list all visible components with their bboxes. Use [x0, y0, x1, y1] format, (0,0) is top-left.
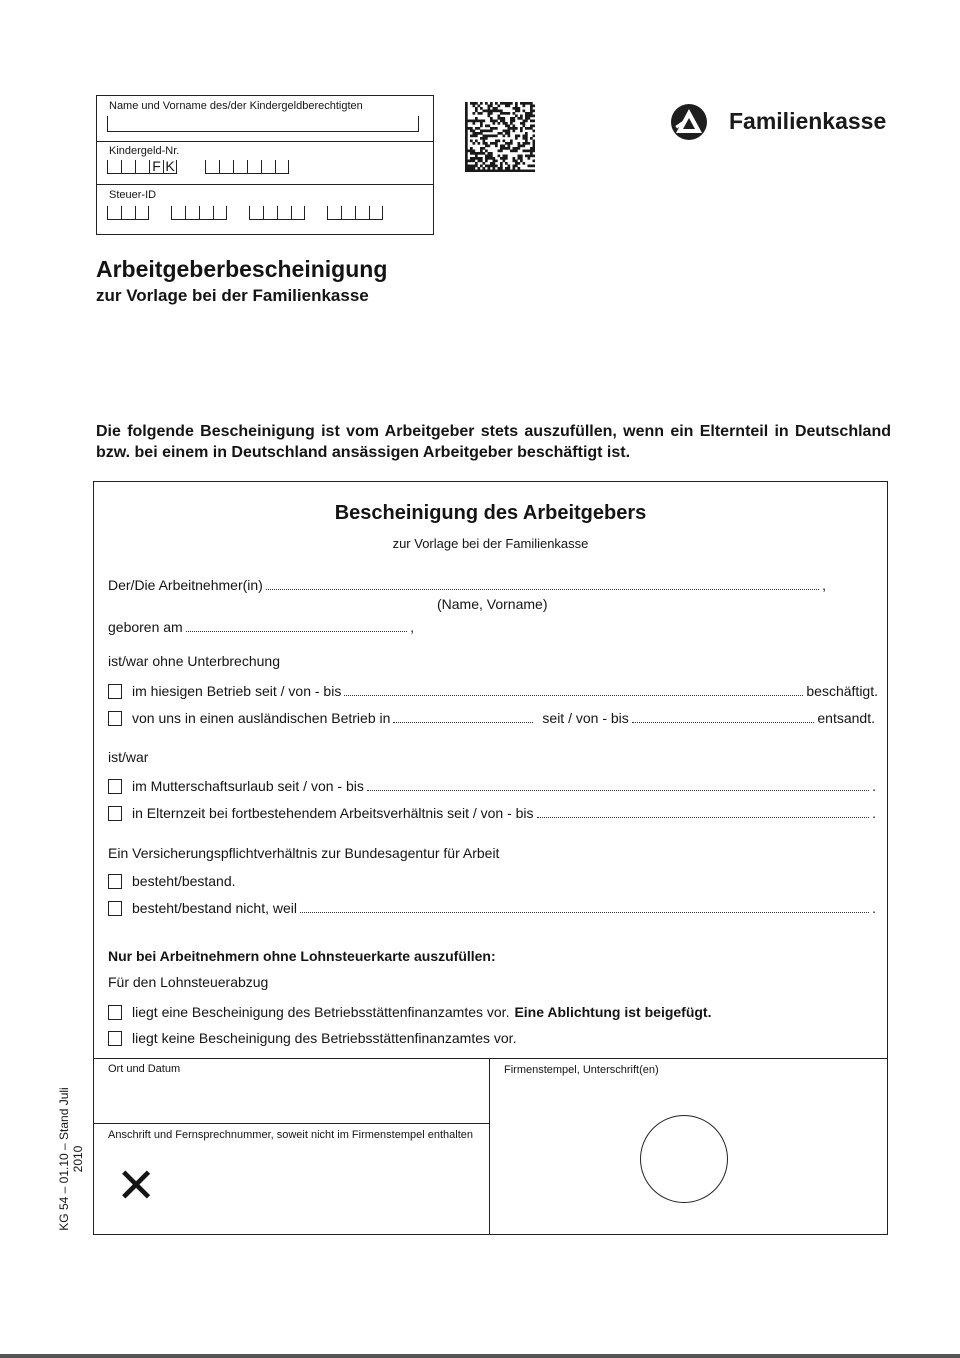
insurance-reason-field[interactable] [300, 912, 869, 913]
applicant-header-box [96, 95, 434, 235]
name-field[interactable] [107, 116, 419, 132]
form-code: KG 54 – 01.10 – Stand Juli 2010 [57, 1087, 85, 1231]
form-heading: Bescheinigung des Arbeitgebers [334, 502, 647, 524]
option-maternity-label: im Mutterschaftsurlaub seit / von - bis [132, 778, 364, 794]
born-label: geboren am [108, 619, 183, 635]
intro-text: Die folgende Bescheinigung ist vom Arbeitgeber stets auszufüllen, wenn ein Elternteil in Deutschland bzw. bei einem in Deutschland ansässigen Arbeitgeber beschäftigt ist. [96, 423, 891, 461]
employee-row: Der/Die Arbeitnehmer(in) , [108, 577, 826, 593]
uninterrupted-label: ist/war ohne Unterbrechung [108, 653, 280, 669]
familienkasse-logo [670, 103, 708, 141]
birth-row: geboren am , [108, 619, 414, 635]
tax-option2-checkbox[interactable] [108, 1031, 122, 1046]
tax-option2-label: liegt keine Bescheinigung des Betriebsstättenfinanzamtes vor. [132, 1030, 517, 1046]
address-divider [93, 1123, 489, 1124]
kindergeld-number-field[interactable] [107, 160, 289, 174]
page-title: Arbeitgeberbescheinigung [96, 256, 388, 282]
option-parental-checkbox[interactable] [108, 806, 122, 821]
tax-option2-row [108, 1030, 516, 1046]
option-maternity-period-field[interactable] [367, 790, 869, 791]
option-abroad-country-field[interactable] [393, 722, 533, 723]
option-parental-row: in Elternzeit bei fortbestehendem Arbeitsverhältnis seit / von - bis . [108, 805, 876, 821]
divider [97, 141, 433, 142]
insurance-no-row: besteht/bestand nicht, weil . [108, 900, 876, 916]
insurance-no-label: besteht/bestand nicht, weil [132, 900, 297, 916]
option-abroad-middle: seit / von - bis [542, 710, 629, 726]
insurance-yes-row [108, 873, 236, 889]
signature-cross-icon: ✕ [116, 1158, 157, 1214]
insurance-yes-label: besteht/bestand. [132, 873, 236, 889]
brand-name: Familienkasse [729, 108, 887, 134]
address-label: Anschrift und Fernsprechnummer, soweit nicht im Firmenstempel enthalten [108, 1129, 473, 1141]
name-label: Name und Vorname des/der Kindergeldberechtigten [109, 100, 363, 112]
divider [97, 184, 433, 185]
option-parental-period-field[interactable] [537, 817, 870, 818]
stamp-label: Firmenstempel, Unterschrift(en) [504, 1064, 659, 1076]
insurance-no-checkbox[interactable] [108, 901, 122, 916]
istwar-label: ist/war [108, 749, 149, 765]
insurance-label: Ein Versicherungspflichtverhältnis zur Bundesagentur für Arbeit [108, 845, 500, 861]
option-abroad-checkbox[interactable] [108, 711, 122, 726]
tax-option1-checkbox[interactable] [108, 1005, 122, 1020]
employee-label: Der/Die Arbeitnehmer(in) [108, 577, 263, 593]
fk-letter-k: K [163, 160, 177, 174]
signature-divider [93, 1058, 888, 1059]
birth-date-field[interactable] [186, 631, 407, 632]
option-abroad-suffix: entsandt. [817, 710, 875, 726]
signature-column-divider [489, 1058, 490, 1235]
steuer-id-label: Steuer-ID [109, 189, 157, 201]
option-abroad-label: von uns in einen ausländischen Betrieb in [132, 710, 391, 726]
fk-letter-f: F [149, 160, 163, 174]
option-local-period-field[interactable] [344, 695, 803, 696]
option-parental-label: in Elternzeit bei fortbestehendem Arbeitsverhältnis seit / von - bis [132, 805, 534, 821]
datamatrix-barcode [465, 102, 535, 172]
stamp-circle [640, 1115, 728, 1203]
option-local-checkbox[interactable] [108, 684, 122, 699]
option-local-row [108, 683, 878, 699]
insurance-yes-checkbox[interactable] [108, 874, 122, 889]
option-abroad-row [108, 710, 875, 726]
employee-name-field[interactable] [266, 589, 819, 590]
steuer-id-field[interactable] [107, 206, 383, 220]
tax-heading: Nur bei Arbeitnehmern ohne Lohnsteuerkarte auszufüllen: [108, 948, 496, 964]
place-date-label: Ort und Datum [108, 1063, 181, 1075]
tax-option1-row [108, 1004, 712, 1020]
scan-edge [0, 1354, 960, 1358]
option-maternity-checkbox[interactable] [108, 779, 122, 794]
page-subtitle: zur Vorlage bei der Familienkasse [96, 286, 369, 305]
tax-option1-bold: Eine Ablichtung ist beigefügt. [514, 1004, 712, 1020]
tax-label: Für den Lohnsteuerabzug [108, 974, 269, 990]
place-date-field[interactable] [96, 1078, 486, 1120]
name-hint: (Name, Vorname) [437, 596, 548, 612]
option-local-suffix: beschäftigt. [806, 683, 878, 699]
option-maternity-row: im Mutterschaftsurlaub seit / von - bis . [108, 778, 876, 794]
form-subheading: zur Vorlage bei der Familienkasse [392, 536, 589, 551]
kindergeld-label: Kindergeld-Nr. [109, 145, 180, 157]
option-abroad-period-field[interactable] [632, 722, 815, 723]
tax-option1-label: liegt eine Bescheinigung des Betriebsstättenfinanzamtes vor. [132, 1004, 510, 1020]
option-local-label: im hiesigen Betrieb seit / von - bis [132, 683, 342, 699]
